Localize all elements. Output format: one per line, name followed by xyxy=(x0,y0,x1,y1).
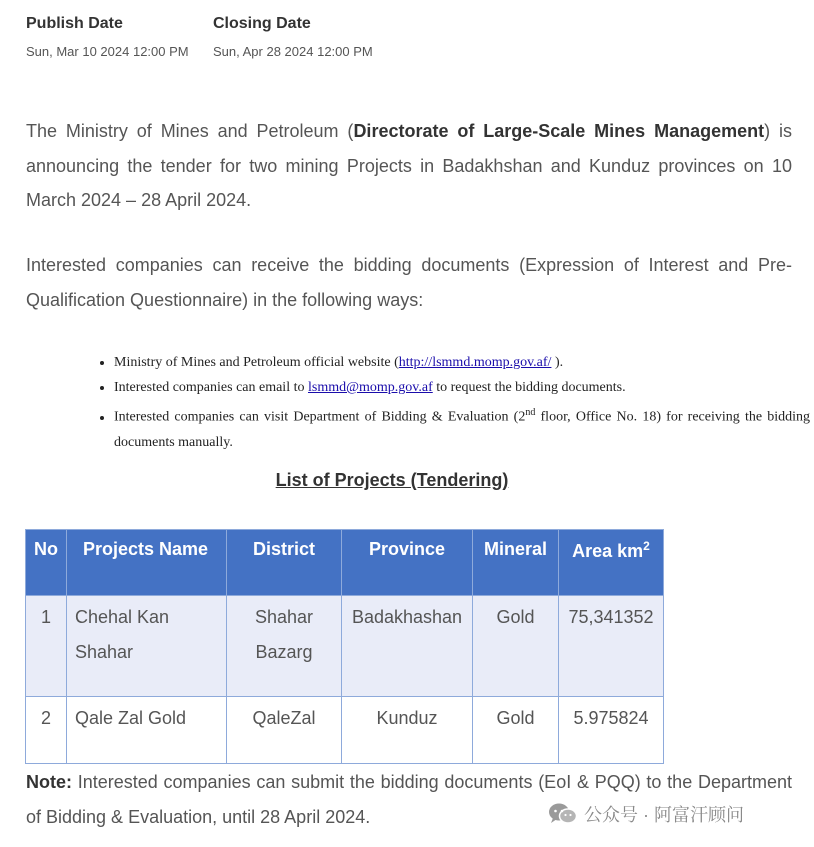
intro-post: ) is announcing the tender for two mining Projects in Badakhshan and Kunduz provinces on 10 March 2024 – 28 April 2024. xyxy=(26,121,792,210)
header-area xyxy=(559,530,664,596)
watermark xyxy=(548,801,744,827)
way-visit-post: floor, Office No. 18) for receiving the bidding documents manually. xyxy=(114,409,811,450)
closing-date xyxy=(213,14,373,60)
header-district: District xyxy=(227,530,342,596)
list-item xyxy=(114,350,810,375)
cell-mineral: Gold xyxy=(473,596,559,697)
publish-date-label: Publish Date xyxy=(26,15,123,32)
cell-project-name: Chehal Kan Shahar xyxy=(67,596,227,697)
cell-project-name: Qale Zal Gold xyxy=(67,697,227,764)
header-area-label: Area km xyxy=(572,541,644,561)
intro-paragraph xyxy=(26,114,792,218)
cell-province: Kunduz xyxy=(342,697,473,764)
way-website-pre: Ministry of Mines and Petroleum official website ( xyxy=(114,355,399,370)
ways-intro-paragraph: Interested companies can receive the bidding documents (Expression of Interest and Pre-Qualification Questionnaire) in the following ways: xyxy=(26,255,792,310)
closing-date-value: Sun, Apr 28 2024 12:00 PM xyxy=(213,44,373,59)
header-area-sup: 2 xyxy=(643,539,650,553)
ways-list xyxy=(96,350,810,455)
way-website-post: ). xyxy=(551,355,564,370)
note-label: Note: xyxy=(26,772,72,792)
publish-date-value: Sun, Mar 10 2024 12:00 PM xyxy=(26,44,189,59)
wechat-icon xyxy=(548,802,578,826)
way-email-post: to request the bidding documents. xyxy=(432,380,626,395)
way-visit-pre: Interested companies can visit Department of Bidding & Evaluation (2 xyxy=(114,409,526,425)
header-projects-name: Projects Name xyxy=(67,530,227,596)
projects-table xyxy=(25,529,664,764)
cell-no: 1 xyxy=(26,596,67,697)
table-row xyxy=(26,697,664,764)
closing-date-label: Closing Date xyxy=(213,15,311,32)
projects-list-title: List of Projects (Tendering) xyxy=(275,470,509,490)
publish-date xyxy=(26,14,197,60)
cell-mineral: Gold xyxy=(473,697,559,764)
table-header-row xyxy=(26,530,664,596)
ordinal-suffix: nd xyxy=(525,407,536,418)
website-link[interactable]: http://lsmmd.momp.gov.af/ xyxy=(398,355,552,370)
intro-pre: The Ministry of Mines and Petroleum ( xyxy=(26,121,354,141)
header-no: No xyxy=(26,530,67,596)
cell-no: 2 xyxy=(26,697,67,764)
directorate-name: Directorate of Large-Scale Mines Management xyxy=(353,121,765,141)
way-email-pre: Interested companies can email to xyxy=(114,380,308,395)
cell-area: 5.975824 xyxy=(559,697,664,764)
header-mineral: Mineral xyxy=(473,530,559,596)
list-item xyxy=(114,375,810,400)
email-link[interactable]: lsmmd@momp.gov.af xyxy=(307,380,433,395)
list-item xyxy=(114,400,810,455)
note-text: Interested companies can submit the bidding documents (EoI & PQQ) to the Department of Bidding & Evaluation, until 28 April 2024. xyxy=(26,772,792,827)
cell-area: 75,341352 xyxy=(559,596,664,697)
cell-district: QaleZal xyxy=(227,697,342,764)
cell-province: Badakhashan xyxy=(342,596,473,697)
table-row xyxy=(26,596,664,697)
date-header xyxy=(26,14,373,60)
watermark-text: 公众号 · 阿富汗顾问 xyxy=(584,805,744,825)
header-province: Province xyxy=(342,530,473,596)
cell-district: Shahar Bazarg xyxy=(227,596,342,697)
